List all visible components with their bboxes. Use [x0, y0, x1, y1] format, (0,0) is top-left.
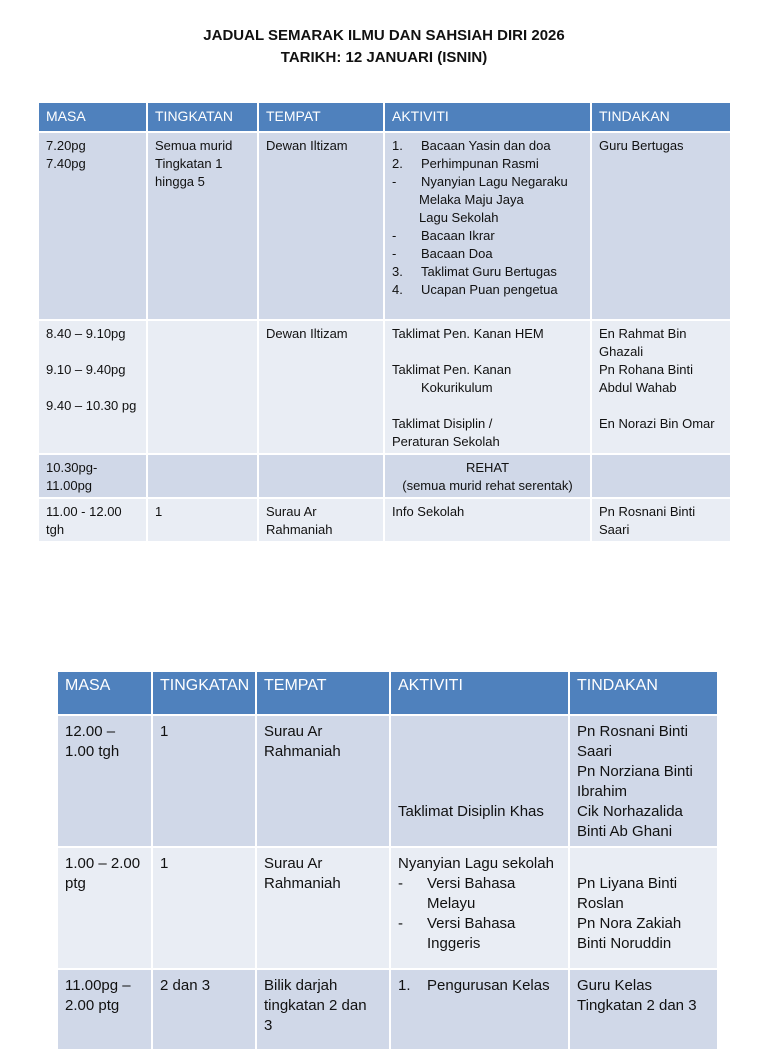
cell-tingkatan: 2 dan 3 — [152, 969, 256, 1049]
cell-tingkatan: Semua murid Tingkatan 1 hingga 5 — [147, 132, 258, 320]
table-row — [39, 320, 730, 454]
table-row — [39, 498, 730, 541]
list-item: Inggeris — [427, 935, 481, 952]
schedule-table-2 — [58, 672, 717, 1049]
cell-masa: 11.00 - 12.00 tgh — [39, 498, 147, 541]
column-header-tempat: TEMPAT — [256, 672, 390, 715]
cell-masa: 8.40 – 9.10pg 9.10 – 9.40pg 9.40 – 10.30 pg — [39, 320, 147, 454]
cell-tempat: Dewan Iltizam — [258, 320, 384, 454]
column-header-tingkatan: TINGKATAN — [147, 103, 258, 132]
cell-tingkatan: 1 — [152, 715, 256, 847]
list-item: - Nyanyian Lagu Negaraku — [392, 174, 568, 189]
column-header-tindakan: TINDAKAN — [591, 103, 730, 132]
table-row — [58, 715, 717, 847]
list-item: - Versi Bahasa — [398, 915, 516, 932]
cell-aktiviti: Nyanyian Lagu sekolah - Versi Bahasa Melayu - Versi Bahasa Inggeris — [390, 847, 569, 969]
cell-aktiviti: Info Sekolah — [384, 498, 591, 541]
column-header-tindakan: TINDAKAN — [569, 672, 717, 715]
cell-masa: 10.30pg- 11.00pg — [39, 454, 147, 498]
cell-tempat: Surau Ar Rahmaniah — [258, 498, 384, 541]
cell-aktiviti — [390, 969, 569, 1049]
list-item: 1. Bacaan Yasin dan doa — [392, 138, 551, 153]
cell-tindakan: En Rahmat Bin Ghazali Pn Rohana Binti Abdul Wahab En Norazi Bin Omar — [591, 320, 730, 454]
list-item: 4. Ucapan Puan pengetua — [392, 282, 558, 297]
cell-tindakan: Pn Rosnani Binti Saari Pn Norziana Binti Ibrahim Cik Norhazalida Binti Ab Ghani — [569, 715, 717, 847]
column-header-aktiviti: AKTIVITI — [390, 672, 569, 715]
cell-tindakan: Guru Kelas Tingkatan 2 dan 3 — [569, 969, 717, 1049]
table-row — [39, 454, 730, 498]
page-title: JADUAL SEMARAK ILMU DAN SAHSIAH DIRI 2026 — [203, 27, 565, 44]
cell-tindakan: Pn Liyana Binti Roslan Pn Nora Zakiah Binti Noruddin — [569, 847, 717, 969]
list-item: - Bacaan Ikrar — [392, 228, 495, 243]
schedule-table-1 — [39, 103, 730, 541]
cell-tempat: Dewan Iltizam — [258, 132, 384, 320]
cell-tindakan: Pn Rosnani Binti Saari — [591, 498, 730, 541]
cell-tindakan: Guru Bertugas — [591, 132, 730, 320]
table-header-row — [58, 672, 717, 715]
list-item: 1. Pengurusan Kelas — [398, 977, 550, 994]
cell-tempat: Bilik darjah tingkatan 2 dan 3 — [256, 969, 390, 1049]
table-row — [39, 132, 730, 320]
table-row — [58, 847, 717, 969]
cell-masa: 11.00pg – 2.00 ptg — [58, 969, 152, 1049]
cell-tempat — [258, 454, 384, 498]
table-header-row — [39, 103, 730, 132]
column-header-tingkatan: TINGKATAN — [152, 672, 256, 715]
cell-tingkatan — [147, 454, 258, 498]
cell-aktiviti: Taklimat Pen. Kanan HEM Taklimat Pen. Kanan Kokurikulum Taklimat Disiplin / Peraturan Sekolah — [384, 320, 591, 454]
list-item: Melayu — [427, 895, 476, 912]
cell-aktiviti — [384, 132, 591, 320]
list-item: - Bacaan Doa — [392, 246, 493, 261]
column-header-masa: MASA — [39, 103, 147, 132]
list-item: - Versi Bahasa — [398, 875, 516, 892]
list-item: Melaka Maju Jaya — [419, 192, 524, 207]
page-date: TARIKH: 12 JANUARI (ISNIN) — [280, 49, 488, 66]
cell-tingkatan: 1 — [147, 498, 258, 541]
cell-masa: 1.00 – 2.00 ptg — [58, 847, 152, 969]
cell-tempat: Surau Ar Rahmaniah — [256, 715, 390, 847]
cell-tempat: Surau Ar Rahmaniah — [256, 847, 390, 969]
table-row — [58, 969, 717, 1049]
cell-aktiviti: REHAT (semua murid rehat serentak) — [384, 454, 591, 498]
column-header-tempat: TEMPAT — [258, 103, 384, 132]
list-item: Lagu Sekolah — [419, 210, 499, 225]
list-item: 3. Taklimat Guru Bertugas — [392, 264, 557, 279]
cell-tindakan — [591, 454, 730, 498]
cell-masa: 7.20pg 7.40pg — [39, 132, 147, 320]
cell-masa: 12.00 – 1.00 tgh — [58, 715, 152, 847]
column-header-masa: MASA — [58, 672, 152, 715]
cell-tingkatan — [147, 320, 258, 454]
cell-aktiviti: Taklimat Disiplin Khas — [390, 715, 569, 847]
list-item: 2. Perhimpunan Rasmi — [392, 156, 539, 171]
column-header-aktiviti: AKTIVITI — [384, 103, 591, 132]
cell-tingkatan: 1 — [152, 847, 256, 969]
